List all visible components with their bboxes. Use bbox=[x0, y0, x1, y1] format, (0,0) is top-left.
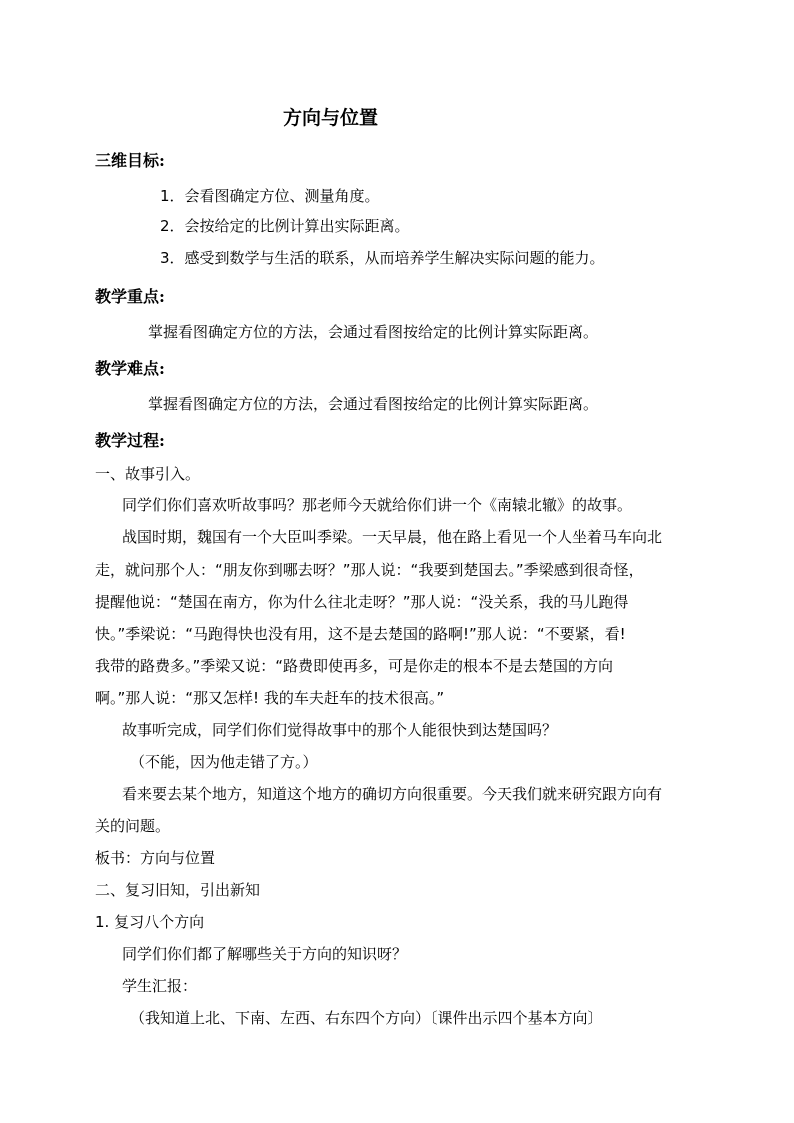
process-line: 1. 复习八个方向 bbox=[95, 913, 205, 931]
process-line: 走，就问那个人：“朋友你到哪去呀？”那人说：“我要到楚国去。”季梁感到很奇怪， bbox=[95, 561, 644, 579]
goal-item-1: 1．会看图确定方位、测量角度。 bbox=[160, 187, 380, 205]
process-line: （我知道上北、下南、左西、右东四个方向）〔课件出示四个基本方向〕 bbox=[130, 1009, 603, 1027]
goal-item-2: 2．会按给定的比例计算出实际距离。 bbox=[160, 217, 410, 235]
process-line: 看来要去某个地方，知道这个地方的确切方向很重要。今天我们就来研究跟方向有 bbox=[122, 785, 663, 803]
process-line: 同学们你们都了解哪些关于方向的知识呀？ bbox=[122, 945, 408, 963]
process-line: 快。”季梁说：“马跑得快也没有用，这不是去楚国的路啊!”那人说：“不要紧，看! bbox=[95, 625, 626, 643]
process-line: 我带的路费多。”季梁又说：“路费即使再多，可是你走的根本不是去楚国的方向 bbox=[95, 657, 614, 675]
process-line: 战国时期，魏国有一个大臣叫季梁。一天早晨，他在路上看见一个人坐着马车向北 bbox=[122, 528, 663, 546]
difficulties-heading: 教学难点: bbox=[95, 359, 165, 378]
key-points-text: 掌握看图确定方位的方法，会通过看图按给定的比例计算实际距离。 bbox=[148, 323, 599, 341]
process-line: 学生汇报： bbox=[122, 977, 198, 995]
process-heading: 教学过程: bbox=[95, 431, 165, 450]
page-title: 方向与位置 bbox=[283, 107, 379, 129]
difficulties-text: 掌握看图确定方位的方法，会通过看图按给定的比例计算实际距离。 bbox=[148, 395, 599, 413]
process-line: 板书：方向与位置 bbox=[95, 849, 216, 867]
process-line: 故事听完成，同学们你们觉得故事中的那个人能很快到达楚国吗？ bbox=[122, 721, 558, 739]
process-line: 同学们你们喜欢听故事吗？那老师今天就给你们讲一个《南辕北辙》的故事。 bbox=[122, 496, 633, 514]
process-line: 啊。”那人说：“那又怎样! 我的车夫赶车的技术很高。” bbox=[95, 689, 445, 707]
process-line: （不能，因为他走错了方。） bbox=[130, 753, 318, 771]
process-line: 二、复习旧知，引出新知 bbox=[95, 881, 261, 899]
process-line: 一、故事引入。 bbox=[95, 465, 201, 483]
goals-heading: 三维目标: bbox=[95, 151, 165, 170]
process-line: 提醒他说：“楚国在南方，你为什么往北走呀？”那人说：“没关系，我的马儿跑得 bbox=[95, 593, 629, 611]
goal-item-3: 3．感受到数学与生活的联系，从而培养学生解决实际问题的能力。 bbox=[160, 249, 605, 267]
key-points-heading: 教学重点: bbox=[95, 287, 165, 306]
process-line: 关的问题。 bbox=[95, 817, 171, 835]
